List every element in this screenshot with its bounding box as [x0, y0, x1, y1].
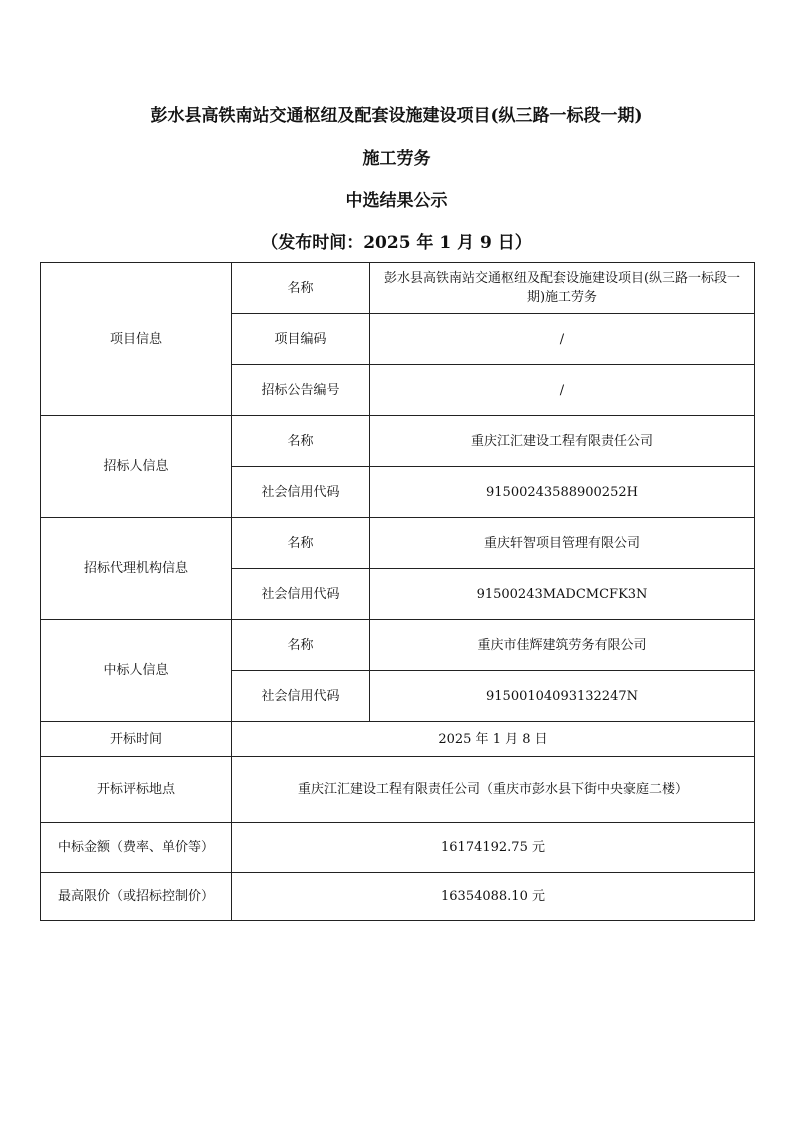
- winner-credit-label: 社会信用代码: [232, 671, 370, 722]
- agency-credit-label: 社会信用代码: [232, 569, 370, 620]
- agency-name-value: 重庆轩智项目管理有限公司: [370, 518, 755, 569]
- notice-number-label: 招标公告编号: [232, 365, 370, 416]
- title-project-name: 彭水县高铁南站交通枢纽及配套设施建设项目(纵三路一标段一期): [150, 106, 643, 126]
- title-subject: 施工劳务: [362, 149, 431, 169]
- project-info-label: 项目信息: [41, 263, 232, 416]
- opening-place-value: 重庆江汇建设工程有限责任公司（重庆市彭水县下街中央豪庭二楼）: [232, 757, 755, 823]
- winner-name-label: 名称: [232, 620, 370, 671]
- opening-time-value: 2025 年 1 月 8 日: [232, 722, 755, 757]
- project-code-label: 项目编码: [232, 314, 370, 365]
- bid-amount-label: 中标金额（费率、单价等）: [41, 823, 232, 873]
- tenderer-credit-value: 91500243588900252H: [370, 467, 755, 518]
- table-row: [41, 518, 755, 569]
- agency-name-label: 名称: [232, 518, 370, 569]
- project-code-value: /: [370, 314, 755, 365]
- table-row: [41, 757, 755, 823]
- table-row: [41, 620, 755, 671]
- title-announcement-type: 中选结果公示: [345, 191, 448, 211]
- max-price-value: 16354088.10 元: [232, 873, 755, 921]
- tenderer-credit-label: 社会信用代码: [232, 467, 370, 518]
- table-row: [41, 263, 755, 314]
- agency-info-label: 招标代理机构信息: [41, 518, 232, 620]
- table-row: [41, 416, 755, 467]
- tenderer-info-label: 招标人信息: [41, 416, 232, 518]
- project-name-label: 名称: [232, 263, 370, 314]
- table-row: [41, 823, 755, 873]
- max-price-label: 最高限价（或招标控制价）: [41, 873, 232, 921]
- publish-date: （发布时间：2025 年 1 月 9 日）: [261, 233, 532, 253]
- result-table: [40, 262, 755, 921]
- agency-credit-value: 91500243MADCMCFK3N: [370, 569, 755, 620]
- project-name-value: 彭水县高铁南站交通枢纽及配套设施建设项目(纵三路一标段一期)施工劳务: [370, 263, 755, 314]
- tenderer-name-value: 重庆江汇建设工程有限责任公司: [370, 416, 755, 467]
- table-row: [41, 722, 755, 757]
- notice-number-value: /: [370, 365, 755, 416]
- opening-place-label: 开标评标地点: [41, 757, 232, 823]
- opening-time-label: 开标时间: [41, 722, 232, 757]
- winner-credit-value: 91500104093132247N: [370, 671, 755, 722]
- bid-amount-value: 16174192.75 元: [232, 823, 755, 873]
- table-row: [41, 873, 755, 921]
- winner-name-value: 重庆市佳辉建筑劳务有限公司: [370, 620, 755, 671]
- winner-info-label: 中标人信息: [41, 620, 232, 722]
- tenderer-name-label: 名称: [232, 416, 370, 467]
